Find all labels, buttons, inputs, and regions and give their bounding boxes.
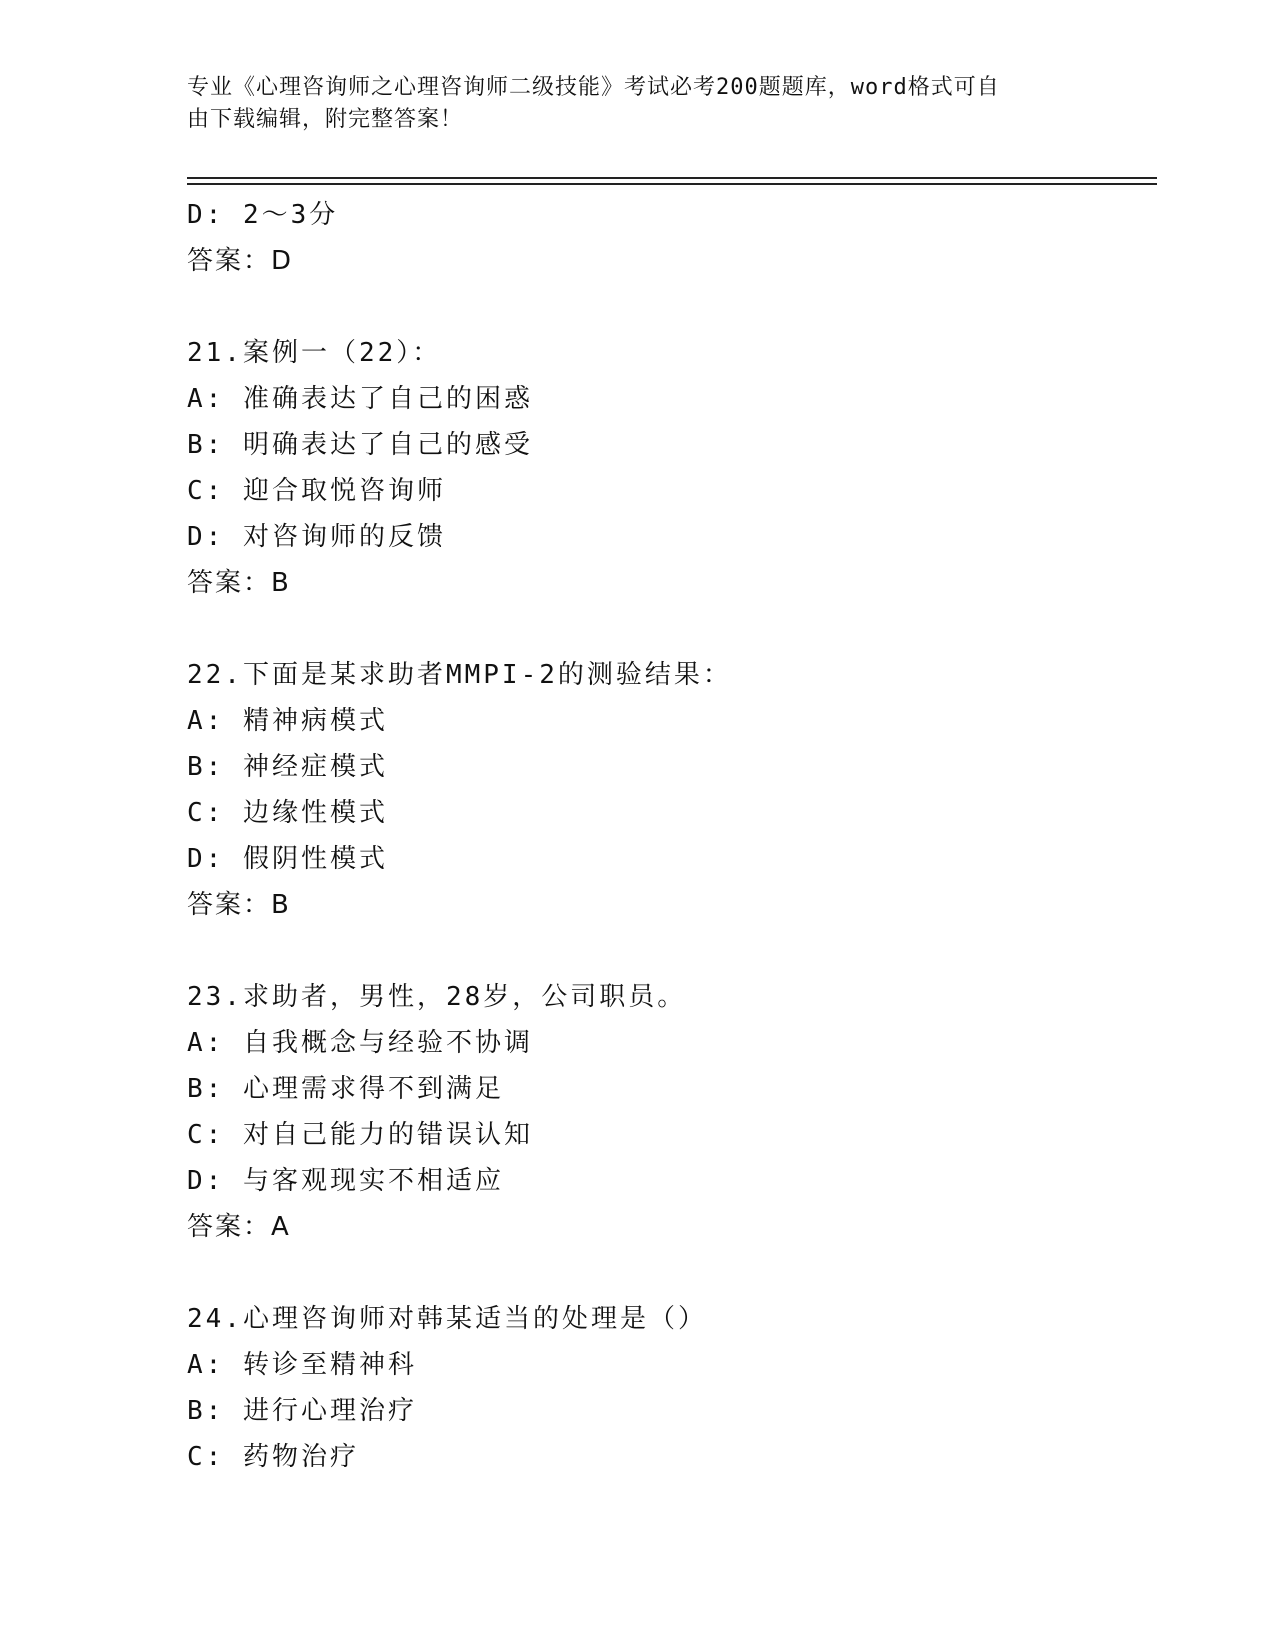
question-list — [187, 192, 1147, 1480]
block-spacer — [187, 928, 1147, 974]
option-line: C: 对自己能力的错误认知 — [187, 1120, 533, 1150]
header-line-2: 由下载编辑，附完整答案！ — [187, 107, 464, 132]
header-divider-bottom — [187, 183, 1157, 185]
option-line: B: 心理需求得不到满足 — [187, 1074, 504, 1104]
option-line: B: 进行心理治疗 — [187, 1396, 417, 1426]
question-stem: 22.下面是某求助者MMPI-2的测验结果： — [187, 660, 732, 690]
header-divider-top — [187, 177, 1157, 179]
option-line: A: 精神病模式 — [187, 706, 388, 736]
question-block — [187, 974, 1147, 1250]
option-line: D: 假阴性模式 — [187, 844, 388, 874]
answer-line: 答案：A — [187, 1212, 291, 1242]
option-line: A: 准确表达了自己的困惑 — [187, 384, 533, 414]
question-stem: 23.求助者，男性，28岁，公司职员。 — [187, 982, 687, 1012]
block-spacer — [187, 1250, 1147, 1296]
question-stem: 24.心理咨询师对韩某适当的处理是（） — [187, 1304, 707, 1334]
header-line-1: 专业《心理咨询师之心理咨询师二级技能》考试必考200题题库，word格式可自 — [187, 75, 1000, 100]
answer-line: 答案：D — [187, 246, 294, 276]
question-block — [187, 652, 1147, 928]
answer-line: 答案：B — [187, 568, 291, 598]
answer-line: 答案：B — [187, 890, 291, 920]
option-line: B: 神经症模式 — [187, 752, 388, 782]
option-line: C: 迎合取悦咨询师 — [187, 476, 446, 506]
option-line: D: 与客观现实不相适应 — [187, 1166, 504, 1196]
document-header — [187, 72, 1067, 136]
option-line: D: 对咨询师的反馈 — [187, 522, 446, 552]
option-line: D: 2～3分 — [187, 200, 339, 230]
option-line: B: 明确表达了自己的感受 — [187, 430, 533, 460]
option-line: A: 转诊至精神科 — [187, 1350, 417, 1380]
question-block — [187, 330, 1147, 606]
block-spacer — [187, 284, 1147, 330]
block-spacer — [187, 606, 1147, 652]
option-line: C: 边缘性模式 — [187, 798, 388, 828]
option-line: A: 自我概念与经验不协调 — [187, 1028, 533, 1058]
option-line: C: 药物治疗 — [187, 1442, 359, 1472]
question-stem: 21.案例一（22）： — [187, 338, 442, 368]
question-block — [187, 192, 1147, 284]
question-block — [187, 1296, 1147, 1480]
